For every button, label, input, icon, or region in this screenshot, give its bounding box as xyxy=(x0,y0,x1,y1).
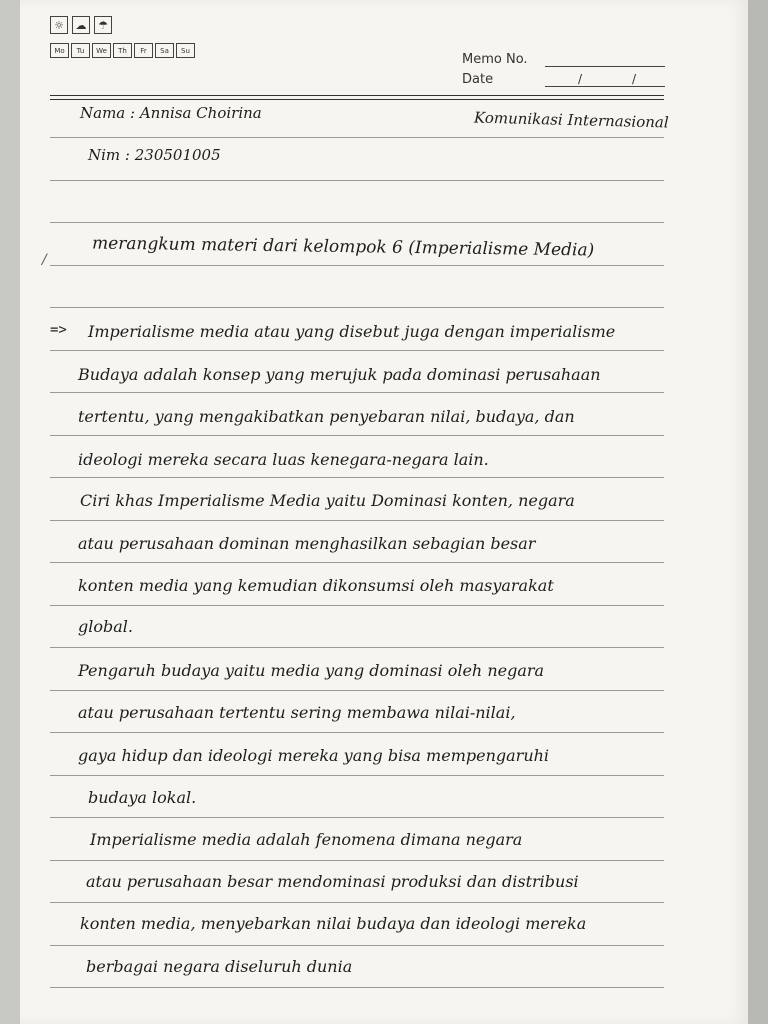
note-line: global. xyxy=(78,617,133,636)
day-box: Th xyxy=(113,43,132,58)
note-line: berbagai negara diseluruh dunia xyxy=(86,957,353,976)
note-line: ideologi mereka secara luas kenegara-negara lain. xyxy=(78,450,489,469)
weather-icons xyxy=(50,16,112,34)
note-line: Budaya adalah konsep yang merujuk pada dominasi perusahaan xyxy=(78,365,601,384)
ruled-line xyxy=(50,477,664,478)
ruled-line xyxy=(50,775,664,776)
date-field xyxy=(545,86,665,87)
ruled-line xyxy=(50,987,664,988)
note-line: tertentu, yang mengakibatkan penyebaran nilai, budaya, dan xyxy=(78,407,575,426)
note-line: konten media, menyebarkan nilai budaya dan ideologi mereka xyxy=(80,914,587,933)
ruled-line xyxy=(50,647,664,648)
note-line: atau perusahaan besar mendominasi produksi dan distribusi xyxy=(86,872,579,891)
ruled-line xyxy=(50,265,664,266)
note-line: Imperialisme media adalah fenomena dimana negara xyxy=(90,830,523,849)
ruled-line xyxy=(50,902,664,903)
ruled-line xyxy=(50,137,664,138)
ruled-line xyxy=(50,817,664,818)
header-rule xyxy=(50,95,664,96)
ruled-line xyxy=(50,222,664,223)
note-heading: merangkum materi dari kelompok 6 (Imperialisme Media) xyxy=(91,233,595,261)
note-line: Pengaruh budaya yaitu media yang dominasi oleh negara xyxy=(78,661,545,680)
note-line: gaya hidup dan ideologi mereka yang bisa mempengaruhi xyxy=(78,746,550,765)
ruled-line xyxy=(50,860,664,861)
student-name: Nama : Annisa Choirina xyxy=(80,104,262,122)
arrow-mark: => xyxy=(50,322,67,338)
student-id: Nim : 230501005 xyxy=(88,146,221,164)
day-box: Su xyxy=(176,43,195,58)
ruled-line xyxy=(50,732,664,733)
study-program: Komunikasi Internasional xyxy=(473,108,669,132)
day-box: Fr xyxy=(134,43,153,58)
sun-icon: ☼ xyxy=(50,16,68,34)
date-separator: / xyxy=(578,72,583,86)
page-edge xyxy=(748,0,768,1024)
day-box: Mo xyxy=(50,43,69,58)
weekday-boxes xyxy=(50,43,195,58)
ruled-line xyxy=(50,180,664,181)
note-line: atau perusahaan tertentu sering membawa nilai-nilai, xyxy=(78,703,516,722)
note-line: budaya lokal. xyxy=(88,788,197,807)
date-label: Date xyxy=(462,72,494,87)
note-line: konten media yang kemudian dikonsumsi oleh masyarakat xyxy=(78,576,554,595)
ruled-line xyxy=(50,520,664,521)
day-box: We xyxy=(92,43,111,58)
margin-mark: / xyxy=(42,252,47,268)
memo-no-label: Memo No. xyxy=(462,52,528,67)
ruled-line xyxy=(50,435,664,436)
ruled-line xyxy=(50,392,664,393)
cloud-icon: ☁ xyxy=(72,16,90,34)
date-separator: / xyxy=(632,72,637,86)
note-line: Imperialisme media atau yang disebut juga dengan imperialisme xyxy=(88,322,616,341)
note-line: atau perusahaan dominan menghasilkan sebagian besar xyxy=(78,534,536,553)
ruled-line xyxy=(50,690,664,691)
day-box: Sa xyxy=(155,43,174,58)
day-box: Tu xyxy=(71,43,90,58)
ruled-line xyxy=(50,945,664,946)
header-rule xyxy=(50,99,664,100)
ruled-line xyxy=(50,562,664,563)
ruled-line xyxy=(50,350,664,351)
ruled-line xyxy=(50,605,664,606)
ruled-line xyxy=(50,307,664,308)
note-line: Ciri khas Imperialisme Media yaitu Dominasi konten, negara xyxy=(80,491,575,510)
memo-no-field xyxy=(545,66,665,67)
rain-icon: ☂ xyxy=(94,16,112,34)
